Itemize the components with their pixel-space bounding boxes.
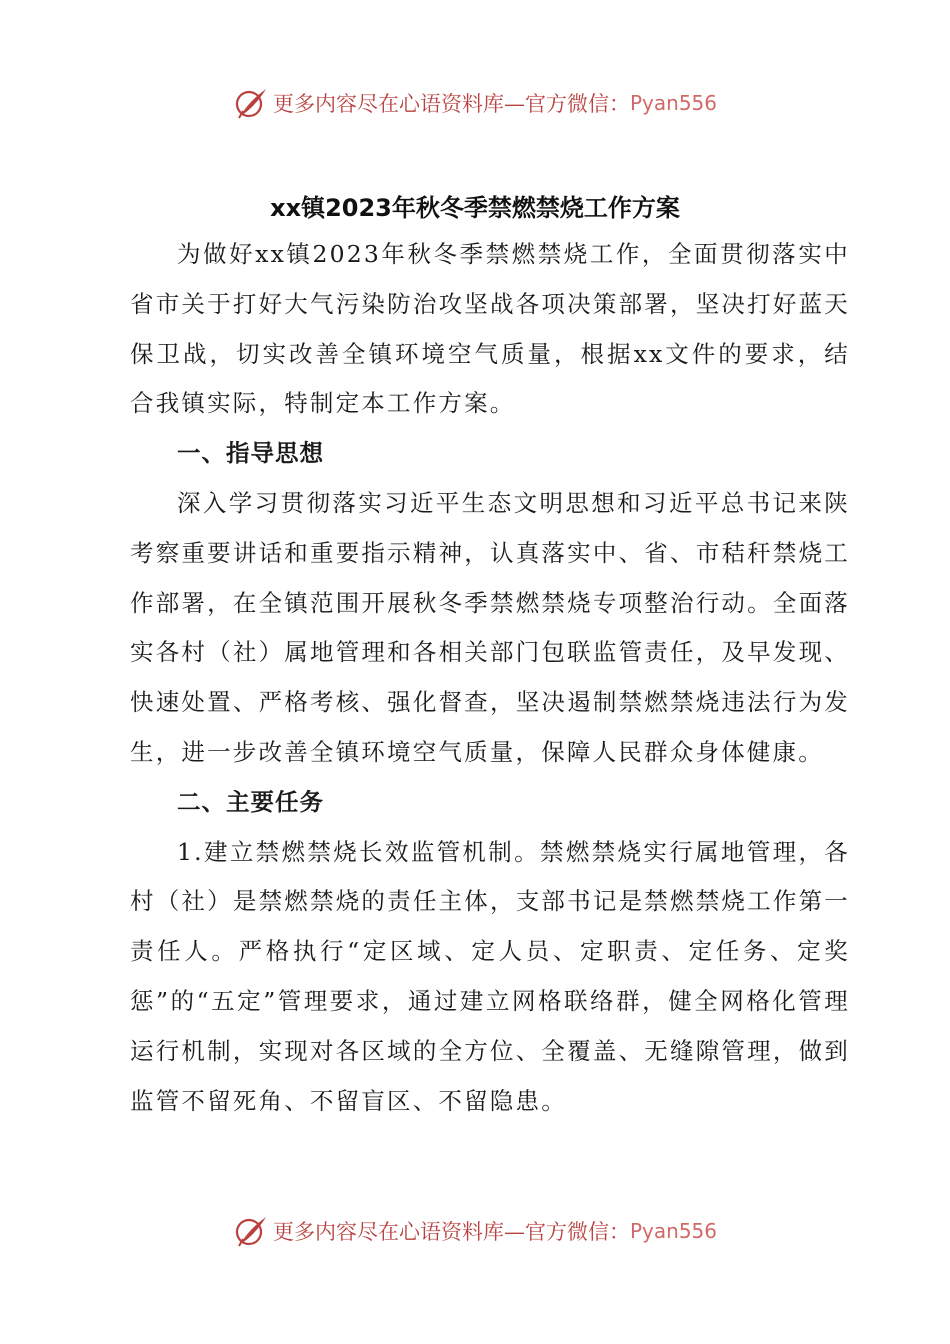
quill-logo-icon xyxy=(233,1213,269,1249)
header-watermark xyxy=(0,83,950,123)
footer-watermark xyxy=(0,1211,950,1251)
section-2-item-1: 1.建立禁燃禁烧长效监管机制。禁燃禁烧实行属地管理，各村（社）是禁燃禁烧的责任主体，支部书记是禁燃禁烧工作第一责任人。严格执行“定区域、定人员、定职责、定任务、定奖惩”的“五定”管理要求，通过建立网格联络群，健全网格化管理运行机制，实现对各区域的全方位、全覆盖、无缝隙管理，做到监管不留死角、不留盲区、不留隐患。 xyxy=(130,837,850,1115)
watermark-wechat-id: Pyan556 xyxy=(629,91,717,115)
intro-paragraph: 为做好xx镇2023年秋冬季禁燃禁烧工作，全面贯彻落实中省市关于打好大气污染防治攻坚战各项决策部署，坚决打好蓝天保卫战，切实改善全镇环境空气质量，根据xx文件的要求，结合我镇实际，特制定本工作方案。 xyxy=(130,240,850,418)
section-1-heading: 一、指导思想 xyxy=(177,439,324,468)
document-title: xx镇2023年秋冬季禁燃禁烧工作方案 xyxy=(270,194,680,222)
watermark-text: 更多内容尽在心语资料库—官方微信： xyxy=(272,92,630,116)
watermark-text: 更多内容尽在心语资料库—官方微信： xyxy=(272,1220,630,1244)
document-body xyxy=(130,230,850,1126)
quill-logo-icon xyxy=(233,85,269,121)
section-1-paragraph: 深入学习贯彻落实习近平生态文明思想和习近平总书记来陕考察重要讲话和重要指示精神，认真落实中、省、市秸秆禁烧工作部署，在全镇范围开展秋冬季禁燃禁烧专项整治行动。全面落实各村（社）属地管理和各相关部门包联监管责任，及早发现、快速处置、严格考核、强化督查，坚决遏制禁燃禁烧违法行为发生，进一步改善全镇环境空气质量，保障人民群众身体健康。 xyxy=(130,488,850,766)
section-2-heading: 二、主要任务 xyxy=(177,787,324,816)
watermark-wechat-id: Pyan556 xyxy=(629,1219,717,1243)
